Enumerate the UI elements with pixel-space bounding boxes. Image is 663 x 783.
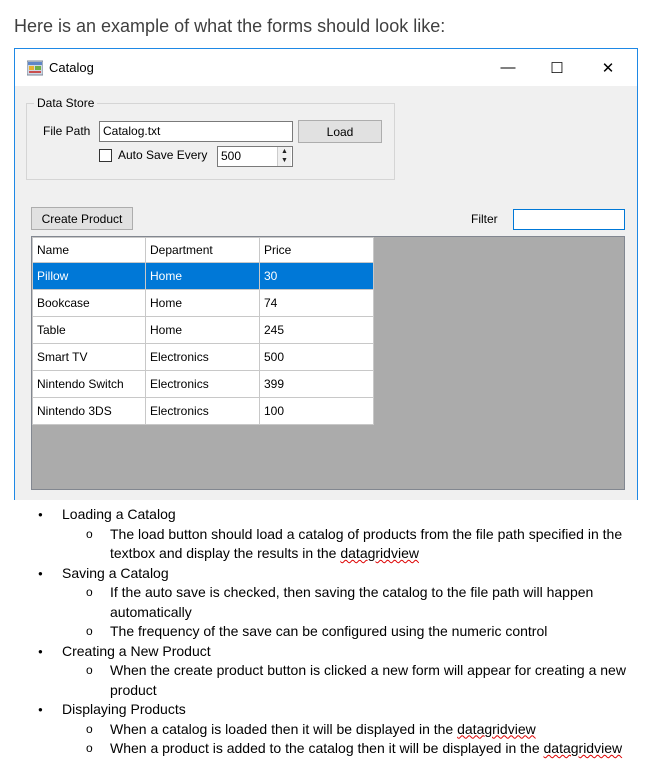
product-datagridview[interactable] — [31, 236, 625, 490]
table-row[interactable] — [33, 263, 374, 290]
table-row[interactable] — [33, 317, 374, 344]
sub-bullet — [38, 661, 648, 700]
load-button[interactable]: Load — [298, 120, 382, 143]
auto-save-label: Auto Save Every — [118, 148, 208, 162]
file-path-label: File Path — [43, 124, 91, 138]
cell-department[interactable]: Home — [146, 263, 260, 290]
sub-bullet-text: When a catalog is loaded then it will be displayed in the datagridview — [110, 720, 536, 737]
table-row[interactable] — [33, 344, 374, 371]
bullet-heading: ● Creating a New Product — [38, 642, 648, 662]
auto-save-interval-value: 500 — [221, 149, 242, 163]
sub-bullet-text: The frequency of the save can be configured using the numeric control — [110, 623, 548, 639]
cell-department[interactable]: Electronics — [146, 371, 260, 398]
filter-input[interactable] — [513, 209, 625, 230]
sub-bullet — [38, 583, 648, 622]
column-header-price[interactable]: Price — [260, 238, 374, 263]
sub-bullet-marker: o — [86, 526, 93, 541]
cell-name[interactable]: Table — [33, 317, 146, 344]
cell-name[interactable]: Bookcase — [33, 290, 146, 317]
cell-name[interactable]: Pillow — [33, 263, 146, 290]
sub-bullet-marker: o — [86, 663, 93, 677]
table-row[interactable] — [33, 290, 374, 317]
sub-bullet-marker: o — [86, 721, 93, 736]
sub-bullet-marker: o — [86, 741, 93, 755]
app-form-icon — [27, 60, 43, 76]
column-header-department[interactable]: Department — [146, 238, 260, 263]
cell-price[interactable]: 74 — [260, 290, 374, 317]
bullet-heading: ● Displaying Products — [38, 700, 648, 720]
title-bar — [15, 49, 637, 86]
table-row[interactable] — [33, 371, 374, 398]
sub-bullet-text: If the auto save is checked, then saving the catalog to the file path will happen automatically — [110, 584, 594, 620]
catalog-window — [14, 48, 638, 500]
cell-department[interactable]: Electronics — [146, 398, 260, 425]
spin-down-icon[interactable]: ▼ — [281, 157, 288, 164]
cell-price[interactable]: 245 — [260, 317, 374, 344]
cell-price[interactable]: 500 — [260, 344, 374, 371]
sub-bullet-text: When a product is added to the catalog then it will be displayed in the datagridview — [110, 740, 623, 756]
intro-text: Here is an example of what the forms should look like: — [14, 16, 446, 36]
header-row — [33, 238, 374, 263]
close-button[interactable]: ✕ — [601, 59, 615, 77]
bullet-heading: ● Loading a Catalog — [38, 505, 648, 525]
product-table — [32, 237, 374, 425]
table-row[interactable] — [33, 398, 374, 425]
cell-name[interactable]: Smart TV — [33, 344, 146, 371]
column-header-name[interactable]: Name — [33, 238, 146, 263]
sub-bullet — [38, 525, 648, 564]
sub-bullet-marker: o — [86, 585, 93, 599]
spin-up-icon[interactable]: ▲ — [281, 148, 288, 155]
interval-spinner[interactable] — [277, 147, 291, 166]
requirements-list — [38, 505, 648, 759]
sub-bullet-text: The load button should load a catalog of products from the file path specified in the textbox and display the results in the datagridview — [110, 525, 623, 561]
cell-department[interactable]: Electronics — [146, 344, 260, 371]
sub-bullet — [38, 720, 648, 740]
auto-save-checkbox[interactable] — [99, 149, 112, 162]
sub-bullet — [38, 739, 648, 759]
bullet-heading: ● Saving a Catalog — [38, 564, 648, 584]
window-title: Catalog — [49, 60, 94, 75]
cell-price[interactable]: 30 — [260, 263, 374, 290]
sub-bullet-text: When the create product button is clicked a new form will appear for creating a new product — [110, 662, 626, 698]
cell-price[interactable]: 100 — [260, 398, 374, 425]
sub-bullet-marker: o — [86, 624, 93, 638]
cell-department[interactable]: Home — [146, 317, 260, 344]
data-store-label: Data Store — [34, 96, 97, 110]
create-product-button[interactable]: Create Product — [31, 207, 133, 230]
sub-bullet — [38, 622, 648, 642]
cell-department[interactable]: Home — [146, 290, 260, 317]
file-path-input[interactable]: Catalog.txt — [99, 121, 293, 142]
maximize-button[interactable]: ☐ — [550, 59, 564, 77]
filter-label: Filter — [471, 212, 498, 226]
cell-name[interactable]: Nintendo Switch — [33, 371, 146, 398]
cell-name[interactable]: Nintendo 3DS — [33, 398, 146, 425]
cell-price[interactable]: 399 — [260, 371, 374, 398]
minimize-button[interactable]: — — [500, 59, 516, 76]
